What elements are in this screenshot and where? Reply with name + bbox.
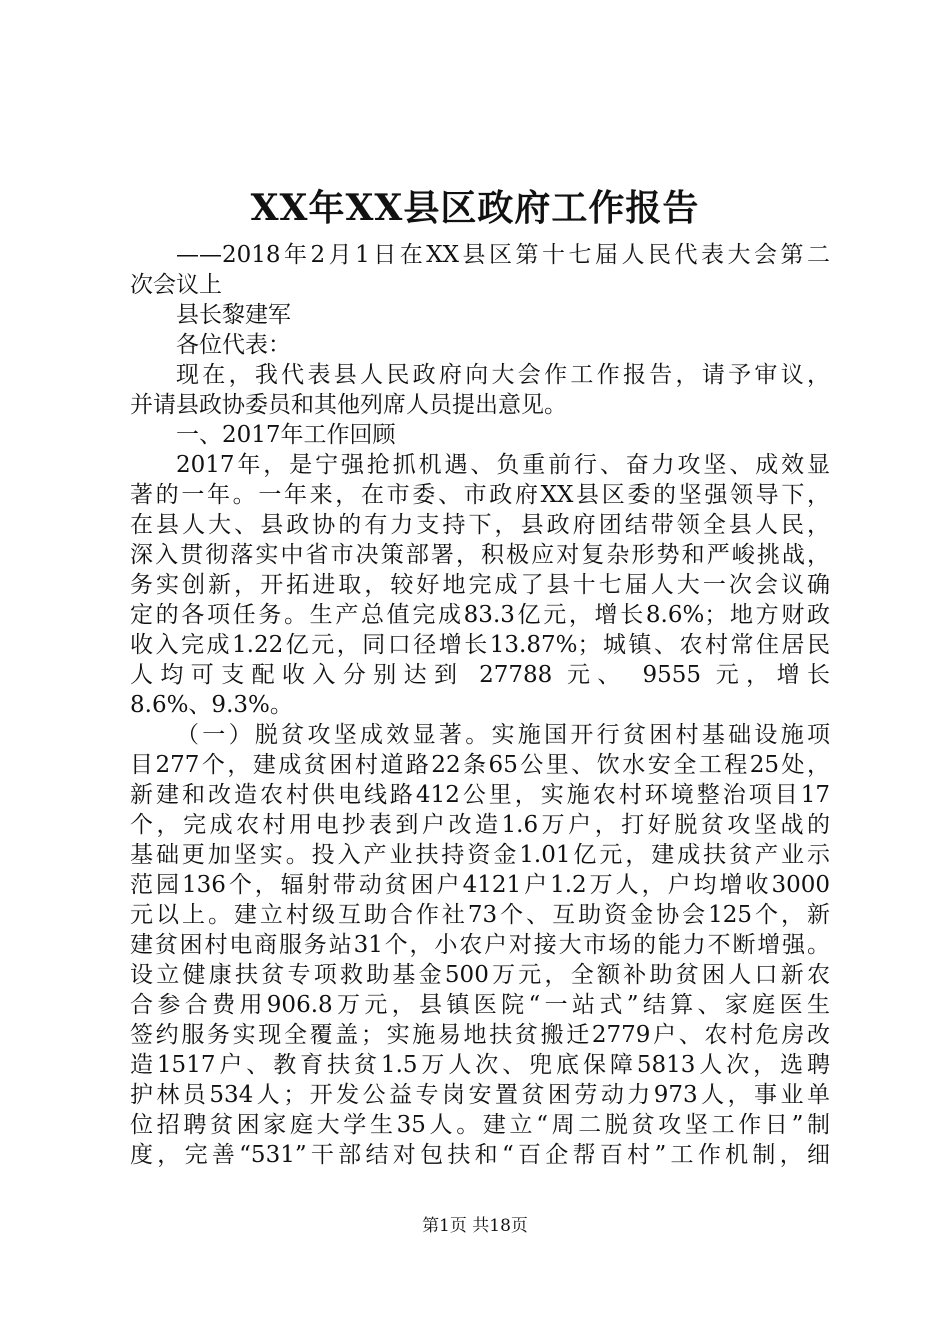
- text-line: 8.6%、9.3%。: [130, 692, 293, 718]
- text-line: 县长黎建军: [176, 302, 291, 328]
- text-line: 建贫困村电商服务站31个，小农户对接大市场的能力不断增强。: [130, 932, 830, 958]
- text-line: ——2018年2月1日在XX县区第十七届人民代表大会第二: [176, 242, 830, 268]
- text-line: 一、2017年工作回顾: [176, 422, 396, 448]
- text-line: 设立健康扶贫专项救助基金500万元，全额补助贫困人口新农: [130, 962, 830, 988]
- text-line: （一）脱贫攻坚成效显著。实施国开行贫困村基础设施项: [176, 722, 830, 748]
- text-line: 定的各项任务。生产总值完成83.3亿元，增长8.6%；地方财政: [130, 602, 830, 628]
- page-footer: 第1页 共18页: [422, 1216, 528, 1236]
- text-line: 务实创新，开拓进取，较好地完成了县十七届人大一次会议确: [130, 572, 830, 598]
- text-line: 度，完善“531”干部结对包扶和“百企帮百村”工作机制，细: [130, 1142, 830, 1168]
- text-line: 人均可支配收入分别达到 27788 元、 9555 元，增长: [130, 662, 830, 688]
- text-line: 签约服务实现全覆盖；实施易地扶贫搬迁2779户、农村危房改: [130, 1022, 830, 1048]
- text-line: 位招聘贫困家庭大学生35人。建立“周二脱贫攻坚工作日”制: [130, 1112, 830, 1138]
- text-line: 护林员534人；开发公益专岗安置贫困劳动力973人，事业单: [130, 1082, 830, 1108]
- text-line: 各位代表：: [176, 332, 291, 358]
- document-body: [130, 240, 830, 1170]
- text-line: 现在，我代表县人民政府向大会作工作报告，请予审议，: [176, 362, 830, 388]
- text-line: 基础更加坚实。投入产业扶持资金1.01亿元，建成扶贫产业示: [130, 842, 830, 868]
- document-title: XX年XX县区政府工作报告: [250, 187, 700, 229]
- text-line: 目277个，建成贫困村道路22条65公里、饮水安全工程25处，: [130, 752, 830, 778]
- text-line: 收入完成1.22亿元，同口径增长13.87%；城镇、农村常住居民: [130, 632, 830, 658]
- text-line: 2017年，是宁强抢抓机遇、负重前行、奋力攻坚、成效显: [176, 452, 830, 478]
- text-line: 范园136个，辐射带动贫困户4121户1.2万人，户均增收3000: [130, 872, 830, 898]
- text-line: 合参合费用906.8万元，县镇医院“一站式”结算、家庭医生: [130, 992, 830, 1018]
- text-line: 次会议上: [130, 272, 222, 298]
- text-line: 著的一年。一年来，在市委、市政府XX县区委的坚强领导下，: [130, 482, 830, 508]
- text-line: 新建和改造农村供电线路412公里，实施农村环境整治项目17: [130, 782, 830, 808]
- text-line: 个，完成农村用电抄表到户改造1.6万户，打好脱贫攻坚战的: [130, 812, 830, 838]
- text-line: 在县人大、县政协的有力支持下，县政府团结带领全县人民，: [130, 512, 830, 538]
- text-line: 元以上。建立村级互助合作社73个、互助资金协会125个，新: [130, 902, 830, 928]
- text-line: 造1517户、教育扶贫1.5万人次、兜底保障5813人次，选聘: [130, 1052, 830, 1078]
- text-line: 并请县政协委员和其他列席人员提出意见。: [130, 392, 567, 418]
- text-line: 深入贯彻落实中省市决策部署，积极应对复杂形势和严峻挑战，: [130, 542, 830, 568]
